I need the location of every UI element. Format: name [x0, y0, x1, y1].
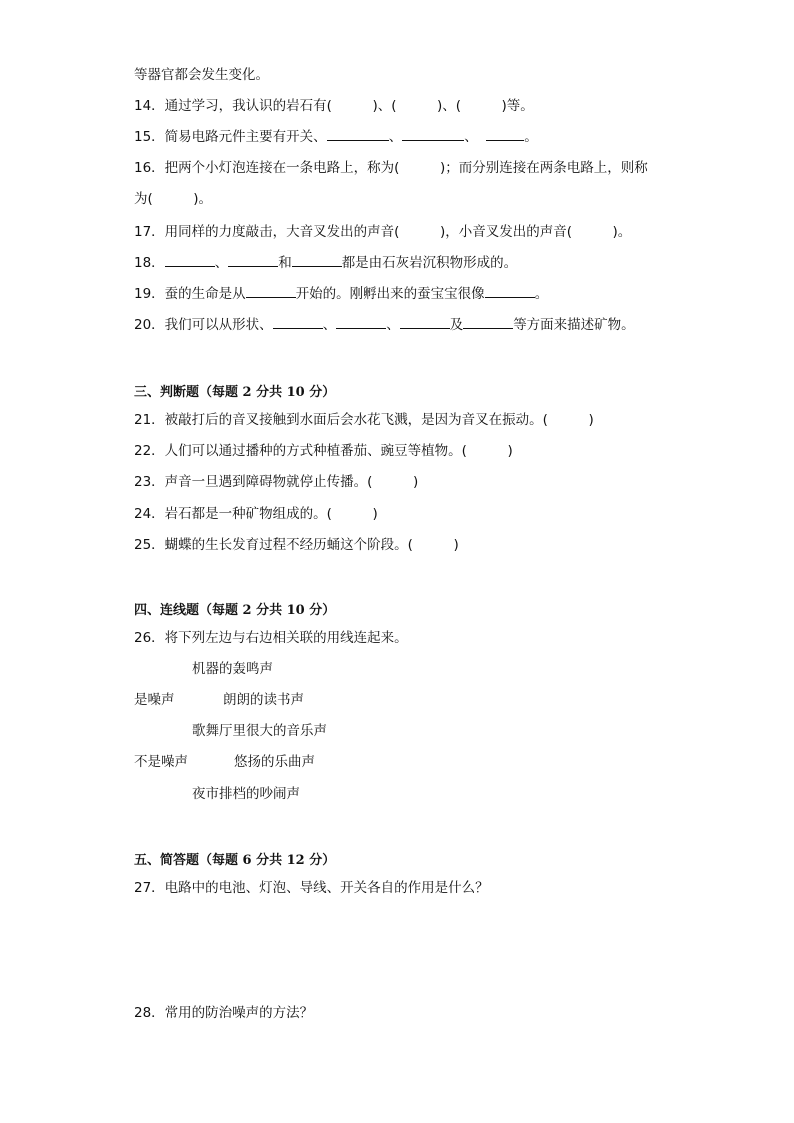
q18-num: 18．: [134, 255, 165, 271]
blank[interactable]: [246, 285, 296, 298]
section-3-heading: 三、判断题（每题 2 分共 10 分）: [134, 385, 336, 400]
q18-sep: 、: [214, 255, 229, 271]
q18-sep: 和: [278, 255, 292, 271]
question-21: 21．被敲打后的音叉接触到水面后会水花飞溅，是因为音叉在振动。( ): [134, 412, 594, 428]
blank[interactable]: [228, 254, 278, 267]
section-5-heading: 五、简答题（每题 6 分共 12 分）: [134, 853, 336, 868]
match-right-2[interactable]: 朗朗的读书声: [223, 692, 304, 708]
q20-sep: 、: [386, 317, 400, 333]
q20-text: 20．我们可以从形状、: [134, 317, 273, 333]
question-23: 23．声音一旦遇到障碍物就停止传播。( ): [134, 474, 419, 490]
question-17: 17．用同样的力度敲击，大音叉发出的声音( )，小音叉发出的声音( )。: [134, 224, 632, 240]
question-24: 24．岩石都是一种矿物组成的。( ): [134, 506, 378, 522]
question-20: [134, 316, 635, 334]
question-16: 16．把两个小灯泡连接在一条电路上，称为( )；而分别连接在两条电路上，则称: [134, 160, 648, 176]
blank[interactable]: [327, 128, 389, 141]
question-27: 27．电路中的电池、灯泡、导线、开关各自的作用是什么？: [134, 880, 489, 896]
blank[interactable]: [292, 254, 342, 267]
q20-sep: 及: [449, 317, 464, 333]
blank[interactable]: [165, 254, 215, 267]
q19-end: 。: [534, 286, 549, 302]
q20-end: 等方面来描述矿物。: [513, 317, 635, 333]
blank[interactable]: [485, 285, 535, 298]
q20-sep: 、: [322, 317, 337, 333]
match-right-5[interactable]: 夜市排档的吵闹声: [192, 786, 300, 802]
match-right-3[interactable]: 歌舞厅里很大的音乐声: [192, 723, 327, 739]
blank[interactable]: [336, 316, 386, 329]
blank[interactable]: [402, 128, 464, 141]
q18-end: 都是由石灰岩沉积物形成的。: [341, 255, 518, 271]
q15-sep: 、: [464, 129, 478, 145]
line-continuation: 等器官都会发生变化。: [134, 67, 269, 83]
question-26: 26．将下列左边与右边相关联的用线连起来。: [134, 630, 408, 646]
question-16-cont: 为( )。: [134, 191, 213, 207]
question-28: 28．常用的防治噪声的方法？: [134, 1005, 314, 1021]
question-15: [134, 128, 538, 146]
blank[interactable]: [486, 128, 524, 141]
question-18: [134, 254, 517, 272]
question-14: 14．通过学习，我认识的岩石有( )、( )、( )等。: [134, 98, 534, 114]
blank[interactable]: [463, 316, 513, 329]
section-4-heading: 四、连线题（每题 2 分共 10 分）: [134, 603, 336, 618]
match-right-1[interactable]: 机器的轰鸣声: [192, 661, 273, 677]
match-left-1[interactable]: 是噪声: [134, 692, 175, 708]
q15-text: 15．简易电路元件主要有开关、: [134, 129, 327, 145]
question-22: 22．人们可以通过播种的方式种植番茄、豌豆等植物。( ): [134, 443, 513, 459]
match-right-4[interactable]: 悠扬的乐曲声: [234, 754, 315, 770]
q19-text: 19．蚕的生命是从: [134, 286, 246, 302]
question-19: [134, 285, 548, 303]
question-25: 25．蝴蝶的生长发育过程不经历蛹这个阶段。( ): [134, 537, 459, 553]
q15-sep: 、: [388, 129, 403, 145]
match-left-2[interactable]: 不是噪声: [134, 754, 188, 770]
blank[interactable]: [273, 316, 323, 329]
q19-text: 开始的。刚孵出来的蚕宝宝很像: [295, 286, 485, 302]
blank[interactable]: [400, 316, 450, 329]
q15-end: 。: [524, 129, 538, 145]
